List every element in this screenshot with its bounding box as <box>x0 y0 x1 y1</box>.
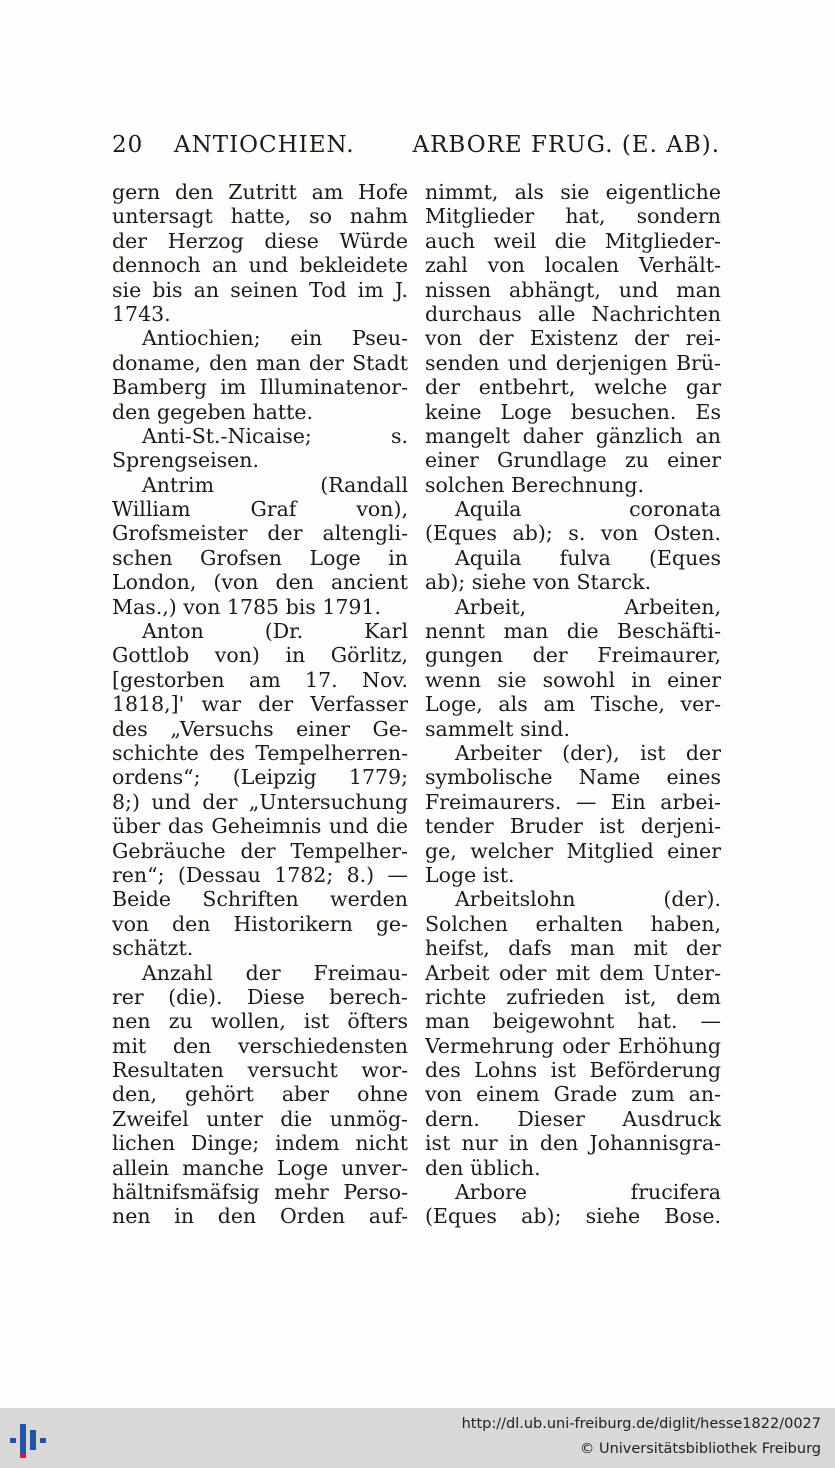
header-right-title: ARBORE FRUG. (E. AB). <box>412 132 720 158</box>
page-number: 20 <box>112 132 144 158</box>
header-left-title: ANTIOCHIEN. <box>174 132 355 158</box>
text-line: den gegeben hatte. <box>112 399 314 424</box>
copyright-notice: © Universitätsbibliothek Freiburg <box>579 1441 821 1457</box>
text-line: von den Historikern ge- <box>112 911 408 936</box>
text-line: doname, den man der Stadt <box>112 350 408 375</box>
text-line: den üblich. <box>425 1155 541 1180</box>
text-line: Freimaurers. — Ein arbei- <box>425 789 721 814</box>
text-line: Beide Schriften werden <box>112 887 408 912</box>
text-line: durchaus alle Nachrichten <box>425 301 721 326</box>
text-line: Sprengseisen. <box>112 448 260 473</box>
text-line: keine Loge besuchen. Es <box>425 399 721 424</box>
text-line: Solchen erhalten haben, <box>425 911 721 936</box>
text-line: Grofsmeister der altengli- <box>112 521 408 546</box>
text-line: Zweifel unter die unmög- <box>112 1106 408 1131</box>
viewer-footer <box>0 1408 835 1468</box>
text-line: wenn sie sowohl in einer <box>425 667 721 692</box>
text-line: (Eques ab); s. von Osten. <box>425 521 721 546</box>
text-line: Resultaten versucht wor- <box>112 1058 408 1083</box>
text-line: der Herzog diese Würde <box>112 228 408 253</box>
left-text-column <box>112 180 408 1229</box>
text-line: Arbore frucifera <box>455 1180 721 1205</box>
text-line: nen in den Orden auf- <box>112 1204 408 1229</box>
text-line: William Graf von), <box>112 497 408 522</box>
text-line: heifst, dafs man mit der <box>425 936 721 961</box>
text-line: Gebräuche der Tempelher- <box>112 838 408 863</box>
text-line: Vermehrung oder Erhöhung <box>425 1033 721 1058</box>
text-line: rer (die). Diese berech- <box>112 984 408 1009</box>
text-line: Arbeiter (der), ist der <box>455 740 721 765</box>
text-line: symbolische Name eines <box>425 765 721 790</box>
text-line: dern. Dieser Ausdruck <box>425 1106 721 1131</box>
text-line: Mas.,) von 1785 bis 1791. <box>112 594 382 619</box>
text-line: Aquila fulva (Eques <box>455 545 721 570</box>
text-line: des „Versuchs einer Ge- <box>112 716 408 741</box>
text-line: gern den Zutritt am Hofe <box>112 180 408 204</box>
text-line: ge, welcher Mitglied einer <box>425 838 721 863</box>
text-line: senden und derjenigen Brü- <box>425 350 721 375</box>
text-line: nissen abhängt, und man <box>425 277 721 302</box>
text-line: Gottlob von) in Görlitz, <box>112 643 408 668</box>
text-line: Bamberg im Illuminatenor- <box>112 375 408 400</box>
running-header <box>112 130 720 166</box>
text-line: Antrim (Randall <box>142 472 408 497</box>
text-line: 8;) und der „Untersuchung <box>112 789 408 814</box>
text-line: man beigewohnt hat. — <box>425 1009 721 1034</box>
text-line: über das Geheimnis und die <box>112 814 408 839</box>
text-line: 1743. <box>112 301 171 326</box>
text-line: schichte des Tempelherren- <box>112 740 408 765</box>
text-line: Anti-St.-Nicaise; s. <box>142 423 408 448</box>
text-line: schen Grofsen Loge in <box>112 545 408 570</box>
text-line: ist nur in den Johannisgra- <box>425 1131 721 1156</box>
text-line: mit den verschiedensten <box>112 1033 408 1058</box>
text-line: [gestorben am 17. Nov. <box>112 667 408 692</box>
text-line: des Lohns ist Beförderung <box>425 1058 721 1083</box>
text-line: (Eques ab); siehe Bose. <box>425 1204 721 1229</box>
right-text-column <box>425 180 721 1229</box>
text-line: ab); siehe von Starck. <box>425 570 652 595</box>
text-line: Arbeit oder mit dem Unter- <box>425 960 721 985</box>
text-line: Mitglieder hat, sondern <box>425 204 721 229</box>
text-line: mangelt daher gänzlich an <box>425 423 721 448</box>
text-line: allein manche Loge unver- <box>112 1155 408 1180</box>
text-line: von der Existenz der rei- <box>425 326 721 351</box>
text-line: untersagt hatte, so nahm <box>112 204 408 229</box>
document-url-link[interactable]: http://dl.ub.uni-freiburg.de/diglit/hesse1822/0027 <box>461 1416 821 1432</box>
text-line: Arbeit, Arbeiten, <box>455 594 721 619</box>
text-line: lichen Dinge; indem nicht <box>112 1131 408 1156</box>
text-line: richte zufrieden ist, dem <box>425 984 721 1009</box>
text-line: der entbehrt, welche gar <box>425 375 721 400</box>
text-line: gungen der Freimaurer, <box>425 643 721 668</box>
text-line: nennt man die Beschäfti- <box>425 619 721 644</box>
text-line: von einem Grade zum an- <box>425 1082 721 1107</box>
text-line: dennoch an und bekleidete <box>112 253 408 278</box>
text-line: ren“; (Dessau 1782; 8.) — <box>112 862 408 887</box>
text-line: sammelt sind. <box>425 716 570 741</box>
text-line: ordens“; (Leipzig 1779; <box>112 765 408 790</box>
text-line: 1818,]' war der Verfasser <box>112 692 408 717</box>
text-line: zahl von localen Verhält- <box>425 253 721 278</box>
text-line: Anzahl der Freimau- <box>142 960 408 985</box>
text-line: London, (von den ancient <box>112 570 408 595</box>
text-line: einer Grundlage zu einer <box>425 448 721 473</box>
text-line: hältnifsmäfsig mehr Perso- <box>112 1180 408 1205</box>
text-line: Anton (Dr. Karl <box>142 619 408 644</box>
text-line: nen zu wollen, ist öfters <box>112 1009 408 1034</box>
text-line: Aquila coronata <box>455 497 721 522</box>
text-line: Antiochien; ein Pseu- <box>142 326 408 351</box>
text-line: Loge ist. <box>425 862 515 887</box>
text-line: Loge, als am Tische, ver- <box>425 692 721 717</box>
text-line: nimmt, als sie eigentliche <box>425 180 721 204</box>
text-line: schätzt. <box>112 936 194 961</box>
text-line: den, gehört aber ohne <box>112 1082 408 1107</box>
text-line: auch weil die Mitglieder- <box>425 228 721 253</box>
text-line: sie bis an seinen Tod im J. <box>112 277 408 302</box>
text-line: solchen Berechnung. <box>425 472 645 497</box>
library-logo-icon[interactable] <box>8 1420 52 1460</box>
text-line: Arbeitslohn (der). <box>455 887 721 912</box>
text-line: tender Bruder ist derjeni- <box>425 814 721 839</box>
